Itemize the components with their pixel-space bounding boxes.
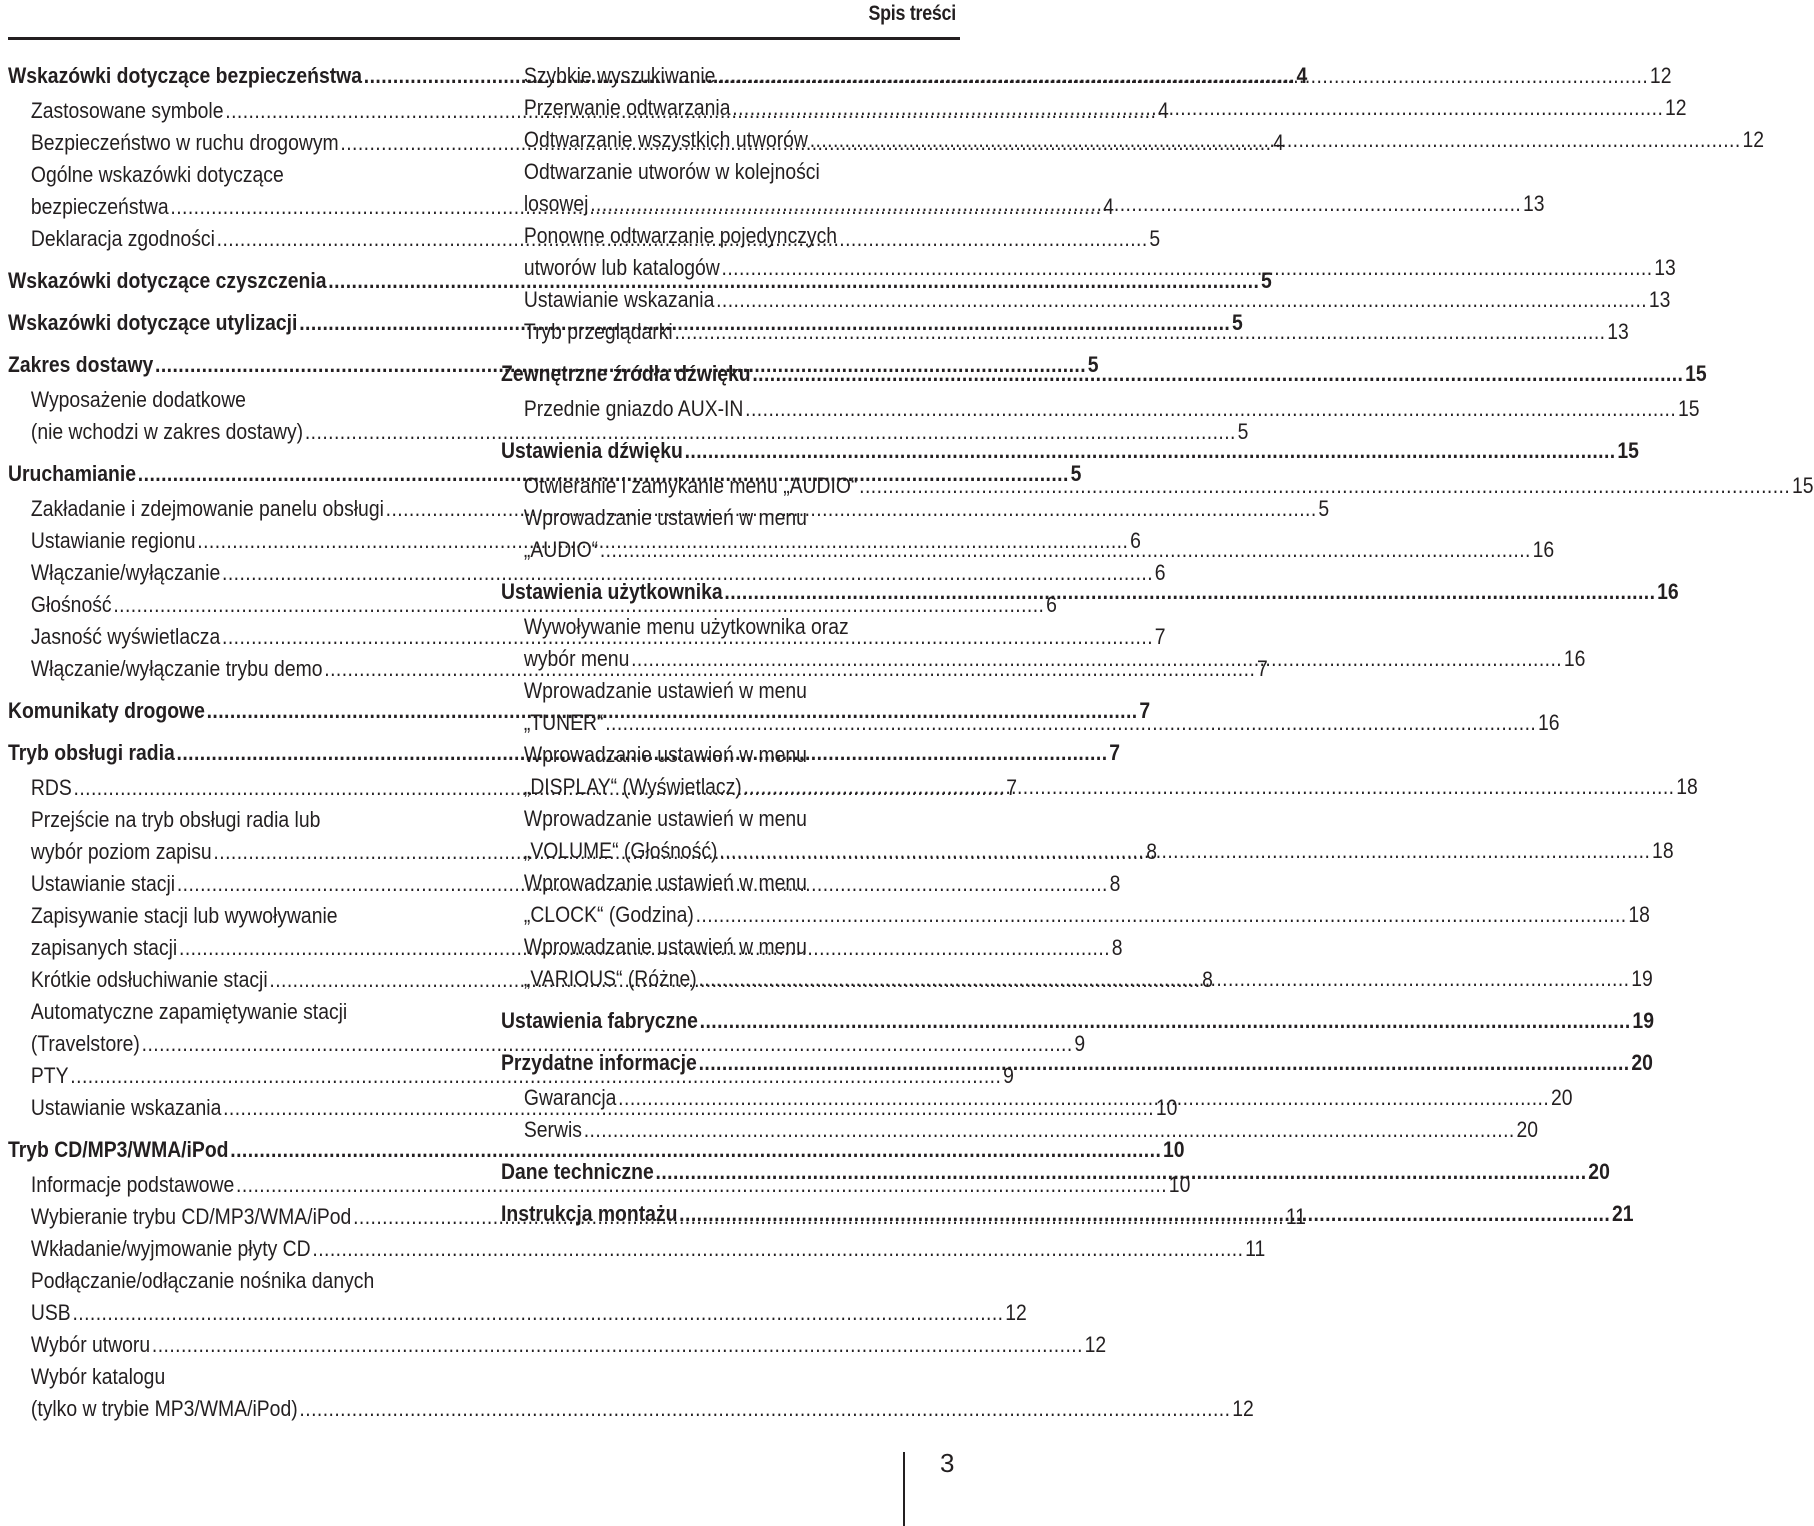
toc-entry-title-line: Wprowadzanie ustawień w menu bbox=[523, 678, 807, 703]
toc-page-number: 5 bbox=[1237, 419, 1249, 444]
toc-entry-title-line: Wprowadzanie ustawień w menu bbox=[523, 870, 807, 895]
toc-dot-leader bbox=[699, 1047, 1630, 1079]
toc-page-number: 18 bbox=[1628, 902, 1650, 927]
toc-dot-leader bbox=[152, 1329, 1083, 1361]
toc-page-number: 10 bbox=[1155, 1095, 1178, 1120]
toc-entry-title-line: Podłączanie/odłączanie nośnika danych bbox=[30, 1268, 375, 1293]
toc-subentry[interactable] bbox=[501, 611, 1586, 675]
toc-page-number: 8 bbox=[1109, 871, 1121, 896]
toc-page-number: 7 bbox=[1139, 698, 1151, 723]
toc-entry-title: Włączanie/wyłączanie trybu demo bbox=[30, 656, 323, 681]
toc-subentry[interactable] bbox=[8, 557, 1166, 589]
toc-dot-leader bbox=[722, 252, 1653, 284]
toc-entry-title: Wskazówki dotyczące bezpieczeństwa bbox=[8, 63, 362, 88]
toc-page-number: 12 bbox=[1742, 127, 1765, 152]
toc-entry-title: Ustawianie wskazania bbox=[523, 287, 715, 312]
toc-subentry[interactable] bbox=[501, 393, 1700, 425]
toc-page-number: 15 bbox=[1685, 361, 1707, 386]
toc-dot-leader bbox=[685, 435, 1616, 467]
toc-entry-title-line: Automatyczne zapamiętywanie stacji bbox=[30, 999, 348, 1024]
toc-page-number: 12 bbox=[1084, 1332, 1107, 1357]
toc-entry-title: Wkładanie/wyjmowanie płyty CD bbox=[30, 1236, 311, 1261]
toc-page-number: 16 bbox=[1537, 710, 1560, 735]
toc-entry-title: wybór menu bbox=[523, 646, 630, 671]
toc-subentry[interactable] bbox=[8, 1361, 1254, 1425]
toc-page-number: 4 bbox=[1273, 130, 1284, 155]
toc-dot-leader bbox=[590, 188, 1521, 220]
toc-page-number: 18 bbox=[1676, 774, 1698, 799]
toc-dot-leader bbox=[745, 393, 1676, 425]
toc-entry-title: Zakładanie i zdejmowanie panelu obsługi bbox=[30, 496, 384, 521]
toc-page-number: 12 bbox=[1005, 1300, 1027, 1325]
toc-section-entry[interactable] bbox=[8, 1134, 1185, 1166]
toc-dot-leader bbox=[605, 707, 1536, 739]
toc-entry-title: Ustawienia użytkownika bbox=[501, 579, 723, 604]
toc-section-entry[interactable] bbox=[501, 1047, 1653, 1079]
toc-subentry[interactable] bbox=[8, 1233, 1266, 1265]
toc-subentry[interactable] bbox=[8, 1329, 1107, 1361]
toc-entry-title-line: Wybór katalogu bbox=[30, 1364, 166, 1389]
toc-page-number: 10 bbox=[1168, 1172, 1191, 1197]
toc-subentry[interactable] bbox=[501, 60, 1672, 92]
toc-page-number: 5 bbox=[1087, 352, 1099, 377]
toc-subentry[interactable] bbox=[501, 124, 1765, 156]
toc-subentry[interactable] bbox=[501, 1114, 1539, 1146]
page-number: 3 bbox=[940, 1448, 955, 1478]
toc-entry-title: Uruchamianie bbox=[8, 461, 137, 486]
toc-entry-title: Wskazówki dotyczące czyszczenia bbox=[8, 268, 327, 293]
toc-entry-title: Wskazówki dotyczące utylizacji bbox=[8, 310, 298, 335]
toc-entry-title: „AUDIO“ bbox=[523, 537, 599, 562]
toc-entry-title: zapisanych stacji bbox=[30, 935, 178, 960]
toc-entry-title: (tylko w trybie MP3/WMA/iPod) bbox=[30, 1396, 298, 1421]
toc-dot-leader bbox=[72, 1297, 1003, 1329]
toc-entry-title: Gwarancja bbox=[523, 1085, 617, 1110]
toc-entry-title: Jasność wyświetlacza bbox=[30, 624, 221, 649]
toc-dot-leader bbox=[743, 771, 1674, 803]
toc-page-number: 20 bbox=[1550, 1085, 1573, 1110]
toc-subentry[interactable] bbox=[501, 502, 1555, 566]
toc-entry-title: Zastosowane symbole bbox=[30, 98, 224, 123]
toc-page-number: 15 bbox=[1677, 396, 1700, 421]
toc-entry-title: Przydatne informacje bbox=[501, 1050, 697, 1075]
toc-page-number: 18 bbox=[1652, 838, 1674, 863]
toc-page-number: 13 bbox=[1607, 319, 1629, 344]
toc-page-number: 8 bbox=[1146, 839, 1157, 864]
toc-page-number: 21 bbox=[1611, 1201, 1634, 1226]
toc-entry-title: wybór poziom zapisu bbox=[30, 839, 212, 864]
toc-entry-title: Instrukcja montażu bbox=[501, 1201, 678, 1226]
toc-page-number: 5 bbox=[1261, 268, 1272, 293]
toc-entry-title: Ustawianie stacji bbox=[30, 871, 176, 896]
toc-page-number: 11 bbox=[1285, 1204, 1306, 1229]
toc-page-number: 6 bbox=[1154, 560, 1166, 585]
toc-subentry[interactable] bbox=[501, 92, 1687, 124]
toc-subentry[interactable] bbox=[501, 803, 1674, 867]
toc-page-number: 6 bbox=[1130, 528, 1141, 553]
toc-page-number: 9 bbox=[1003, 1063, 1014, 1088]
toc-page-number: 4 bbox=[1158, 98, 1169, 123]
toc-page-number: 16 bbox=[1532, 537, 1555, 562]
toc-subentry[interactable] bbox=[8, 1265, 1027, 1329]
toc-dot-leader bbox=[698, 963, 1629, 995]
toc-page-number: 19 bbox=[1631, 966, 1653, 991]
toc-page-number: 13 bbox=[1654, 255, 1676, 280]
toc-dot-leader bbox=[752, 358, 1683, 390]
toc-page-number: 13 bbox=[1648, 287, 1671, 312]
toc-entry-title: Szybkie wyszukiwanie bbox=[523, 63, 716, 88]
toc-subentry[interactable] bbox=[501, 156, 1545, 220]
toc-entry-title-line: Zapisywanie stacji lub wywoływanie bbox=[30, 903, 338, 928]
toc-entry-title: Tryb CD/MP3/WMA/iPod bbox=[8, 1137, 229, 1162]
toc-dot-leader bbox=[700, 1005, 1631, 1037]
toc-entry-title: Ustawianie regionu bbox=[30, 528, 196, 553]
toc-entry-title: Tryb obsługi radia bbox=[8, 740, 175, 765]
toc-entry-title-line: Wprowadzanie ustawień w menu bbox=[523, 742, 807, 767]
toc-dot-leader bbox=[584, 1114, 1515, 1146]
page-header-title: Spis treści bbox=[868, 2, 956, 25]
toc-page-number: 7 bbox=[1257, 656, 1268, 681]
toc-page-number: 7 bbox=[1006, 775, 1018, 800]
toc-page-number: 16 bbox=[1657, 579, 1679, 604]
toc-entry-title: Komunikaty drogowe bbox=[8, 698, 205, 723]
toc-entry-title-line: Ponowne odtwarzanie pojedynczych bbox=[523, 223, 838, 248]
toc-page-number: 10 bbox=[1163, 1137, 1185, 1162]
toc-dot-leader bbox=[299, 1393, 1230, 1425]
toc-entry-title-line: Wprowadzanie ustawień w menu bbox=[523, 806, 807, 831]
toc-entry-title: „VOLUME“ (Głośność) bbox=[523, 838, 718, 863]
header-divider bbox=[8, 37, 960, 40]
toc-entry-title-line: Odtwarzanie utworów w kolejności bbox=[523, 159, 820, 184]
toc-subentry[interactable] bbox=[501, 316, 1629, 348]
toc-page-number: 15 bbox=[1791, 473, 1814, 498]
toc-entry-title: Ustawianie wskazania bbox=[30, 1095, 222, 1120]
toc-page-number: 4 bbox=[1296, 63, 1308, 88]
toc-entry-title-line: Przejście na tryb obsługi radia lub bbox=[30, 807, 321, 832]
toc-entry-title: Informacje podstawowe bbox=[30, 1172, 235, 1197]
toc-entry-title: „DISPLAY“ (Wyświetlacz) bbox=[523, 774, 742, 799]
toc-page-number: 6 bbox=[1046, 592, 1057, 617]
toc-subentry[interactable] bbox=[501, 867, 1650, 931]
toc-entry-title: Deklaracja zgodności bbox=[30, 226, 215, 251]
toc-entry-title-line: Ogólne wskazówki dotyczące bbox=[30, 162, 284, 187]
toc-entry-title: RDS bbox=[30, 775, 72, 800]
toc-entry-title: USB bbox=[30, 1300, 71, 1325]
toc-entry-title: (Travelstore) bbox=[30, 1031, 140, 1056]
toc-subentry[interactable] bbox=[501, 739, 1698, 803]
toc-dot-leader bbox=[600, 534, 1531, 566]
toc-entry-title: Przerwanie odtwarzania bbox=[523, 95, 731, 120]
footer-divider bbox=[903, 1452, 905, 1526]
toc-dot-leader bbox=[674, 316, 1605, 348]
toc-page-number: 19 bbox=[1632, 1008, 1654, 1033]
toc-page-number: 5 bbox=[1070, 461, 1082, 486]
toc-page-number: 7 bbox=[1154, 624, 1166, 649]
toc-subentry[interactable] bbox=[501, 220, 1676, 284]
toc-dot-leader bbox=[717, 60, 1648, 92]
toc-entry-title: Wybieranie trybu CD/MP3/WMA/iPod bbox=[30, 1204, 352, 1229]
toc-entry-title: PTY bbox=[30, 1063, 69, 1088]
toc-dot-leader bbox=[679, 1198, 1610, 1230]
toc-entry-title: Ustawienia fabryczne bbox=[501, 1008, 698, 1033]
toc-entry-title: utworów lub katalogów bbox=[523, 255, 720, 280]
toc-entry-title: Zakres dostawy bbox=[8, 352, 154, 377]
toc-entry-title: „VARIOUS“ (Różne) bbox=[523, 966, 697, 991]
toc-dot-leader bbox=[312, 1233, 1243, 1265]
toc-entry-title-line: Wprowadzanie ustawień w menu bbox=[523, 934, 807, 959]
toc-entry-title: Głośność bbox=[30, 592, 112, 617]
toc-subentry[interactable] bbox=[501, 675, 1560, 739]
toc-section-entry[interactable] bbox=[501, 435, 1639, 467]
toc-section-entry[interactable] bbox=[501, 1005, 1654, 1037]
toc-entry-title: „CLOCK“ (Godzina) bbox=[523, 902, 694, 927]
toc-dot-leader bbox=[719, 835, 1650, 867]
toc-page-number: 5 bbox=[1149, 226, 1161, 251]
toc-dot-leader bbox=[696, 899, 1627, 931]
toc-page-number: 12 bbox=[1649, 63, 1672, 88]
toc-entry-title: Dane techniczne bbox=[501, 1159, 654, 1184]
toc-page-number: 11 bbox=[1245, 1236, 1266, 1261]
toc-entry-title: Ustawienia dźwięku bbox=[501, 438, 683, 463]
toc-page-number: 5 bbox=[1231, 310, 1243, 335]
toc-subentry[interactable] bbox=[501, 284, 1671, 316]
toc-dot-leader bbox=[631, 643, 1562, 675]
toc-page-number: 12 bbox=[1232, 1396, 1254, 1421]
toc-page-number: 8 bbox=[1111, 935, 1123, 960]
toc-entry-title: Odtwarzanie wszystkich utworów bbox=[523, 127, 808, 152]
toc-entry-title-line: Wprowadzanie ustawień w menu bbox=[523, 505, 807, 530]
toc-page-number: 9 bbox=[1074, 1031, 1086, 1056]
toc-entry-title: bezpieczeństwa bbox=[30, 194, 169, 219]
toc-dot-leader bbox=[810, 124, 1741, 156]
toc-entry-title-line: Wyposażenie dodatkowe bbox=[30, 387, 246, 412]
toc-entry-title: (nie wchodzi w zakres dostawy) bbox=[30, 419, 304, 444]
toc-entry-title: Bezpieczeństwo w ruchu drogowym bbox=[30, 130, 339, 155]
toc-dot-leader bbox=[859, 470, 1790, 502]
toc-page-number: 8 bbox=[1202, 967, 1213, 992]
toc-page-number: 4 bbox=[1103, 194, 1114, 219]
toc-entry-title: Przednie gniazdo AUX-IN bbox=[523, 396, 744, 421]
toc-entry-title: Krótkie odsłuchiwanie stacji bbox=[30, 967, 268, 992]
toc-section-entry[interactable] bbox=[501, 358, 1707, 390]
toc-dot-leader bbox=[716, 284, 1647, 316]
toc-entry-title: Zewnętrzne źródła dźwięku bbox=[501, 361, 751, 386]
toc-subentry[interactable] bbox=[501, 931, 1653, 995]
toc-entry-title: Otwieranie i zamykanie menu „AUDIO“ bbox=[523, 473, 858, 498]
toc-entry-title: „TUNER“ bbox=[523, 710, 604, 735]
toc-page-number: 5 bbox=[1318, 496, 1330, 521]
toc-entry-title-line: Wywoływanie menu użytkownika oraz bbox=[523, 614, 849, 639]
toc-page-number: 15 bbox=[1617, 438, 1639, 463]
toc-page-number: 7 bbox=[1109, 740, 1121, 765]
toc-page-number: 16 bbox=[1563, 646, 1586, 671]
toc-entry-title: Serwis bbox=[523, 1117, 582, 1142]
toc-subentry[interactable] bbox=[501, 470, 1814, 502]
toc-page-number: 20 bbox=[1631, 1050, 1653, 1075]
toc-section-entry[interactable] bbox=[501, 576, 1679, 608]
toc-dot-leader bbox=[732, 92, 1663, 124]
toc-dot-leader bbox=[618, 1082, 1549, 1114]
toc-dot-leader bbox=[656, 1156, 1587, 1188]
toc-page-number: 12 bbox=[1665, 95, 1687, 120]
toc-entry-title: Włączanie/wyłączanie bbox=[30, 560, 221, 585]
toc-entry-title: losowej bbox=[523, 191, 589, 216]
toc-page-number: 20 bbox=[1516, 1117, 1539, 1142]
toc-page-number: 13 bbox=[1522, 191, 1545, 216]
toc-dot-leader bbox=[724, 576, 1655, 608]
toc-entry-title: Tryb przeglądarki bbox=[523, 319, 673, 344]
toc-entry-title: Wybór utworu bbox=[30, 1332, 151, 1357]
toc-page-number: 20 bbox=[1588, 1159, 1610, 1184]
